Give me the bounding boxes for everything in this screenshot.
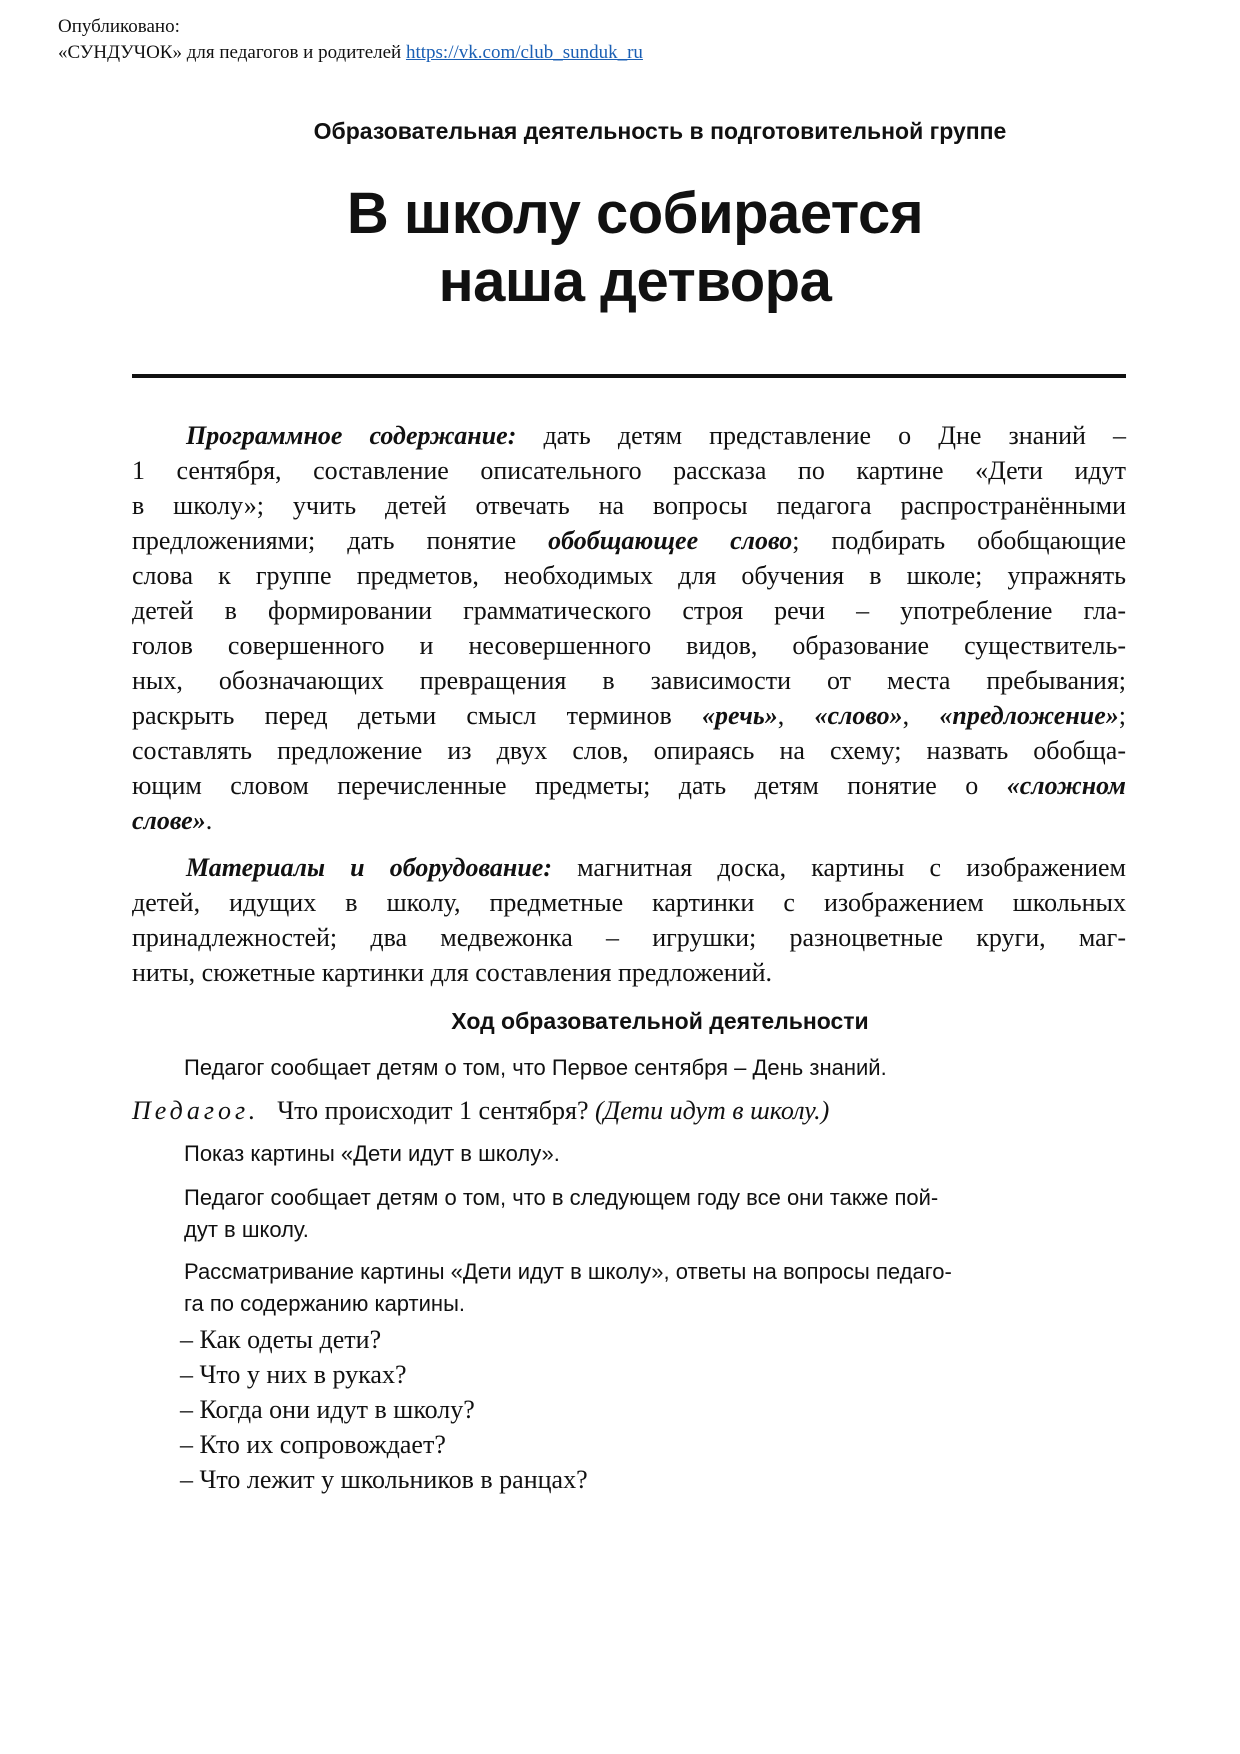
page-title [0,180,1240,316]
materials-label: Материалы и оборудование: [186,853,552,882]
program-label: Программное содержание: [186,421,517,450]
source-link[interactable]: https://vk.com/club_sunduk_ru [405,42,643,63]
text: детей в формировании грамматического строя речи – употребление гла- [132,596,1126,625]
speaker: Педагог. [132,1096,260,1125]
term: «сложном [1006,771,1126,800]
source-line [58,40,643,66]
text: раскрыть перед детьми смысл терминов [132,701,672,730]
term: «слово» [814,701,903,730]
text: дать детям представление о Дне знаний – [543,421,1127,450]
list-item: – Что лежит у школьников в ранцах? [180,1465,588,1494]
text: предложениями; дать понятие [132,526,517,555]
list-item: – Кто их сопровождает? [180,1430,446,1459]
question-list [180,1322,588,1497]
term: обобщающее слово [548,526,793,555]
term: «речь» [702,701,778,730]
source-text: «СУНДУЧОК» для педагогов и родителей [58,42,402,63]
title-line: наша детвора [438,249,832,314]
text: составлять предложение из двух слов, опираясь на схему; назвать обобща- [132,736,1126,765]
text: дут в школу. [184,1217,309,1242]
dialogue-line [132,1096,829,1126]
course-heading: Ход образовательной деятельности [451,1008,869,1034]
list-item: – Что у них в руках? [180,1360,407,1389]
text: Педагог сообщает детям о том, что в следующем году все они также пой- [184,1185,939,1210]
program-paragraph: Программное содержание: дать детям представление о Дне знаний – 1 сентября, составление описательного рассказа по картине «Дети идут в школу»; учить детей отвечать на вопросы педагога распространёнными предложениями; дать понятие обобщающее слово; подбирать обобщающие слова к группе предметов, необходимых для обучения в школе; упражнять детей в формировании грамматического строя речи – употребление гла- голов совершенного и несовершенного видов, образование существитель- ных, обозначающих превращения в зависимости от места пребывания; раскрыть перед детьми смысл терминов «речь», «слово», «предложение»; составлять предложение из двух слов, опираясь на схему; назвать обобща- ющим словом перечисленные предметы; дать детям понятие о «сложном слове». [132,421,1127,835]
section-subtitle: Образовательная деятельность в подготовительной группе [313,118,1007,144]
text: ющим словом перечисленные предметы; дать детям понятие о [132,771,979,800]
text: ; подбирать обобщающие [792,526,1127,555]
answer: (Дети идут в школу.) [595,1096,830,1125]
text: ниты, сюжетные картинки для составления предложений. [132,958,773,987]
text: магнитная доска, картины с изображением [577,853,1127,882]
term: слове» [132,806,206,835]
text: 1 сентября, составление описательного рассказа по картине «Дети идут [132,456,1126,485]
course-intro: Педагог сообщает детям о том, что Первое сентября – День знаний. [184,1055,887,1080]
term: «предложение» [939,701,1119,730]
question: Что происходит 1 сентября? [277,1096,589,1125]
list-item: – Как одеты дети? [180,1325,382,1354]
text: детей, идущих в школу, предметные картинки с изображением школьных [132,888,1126,917]
materials-paragraph [132,850,1126,990]
text: принадлежностей; два медвежонка – игрушки; разноцветные круги, маг- [132,923,1126,952]
divider [132,374,1126,378]
text: голов совершенного и несовершенного видов, образование существитель- [132,631,1126,660]
published-label: Опубликовано: [58,16,180,37]
text: га по содержанию картины. [184,1291,465,1316]
text: ных, обозначающих превращения в зависимости от места пребывания; [132,666,1126,695]
text: слова к группе предметов, необходимых для обучения в школе; упражнять [132,561,1126,590]
text: Рассматривание картины «Дети идут в школу», ответы на вопросы педаго- [184,1259,952,1284]
course-p3 [184,1256,1124,1320]
course-p1: Показ картины «Дети идут в школу». [184,1141,560,1166]
course-p2 [184,1182,1124,1246]
text: в школу»; учить детей отвечать на вопросы педагога распространёнными [132,491,1126,520]
title-line: В школу собирается [346,181,924,246]
list-item: – Когда они идут в школу? [180,1395,475,1424]
